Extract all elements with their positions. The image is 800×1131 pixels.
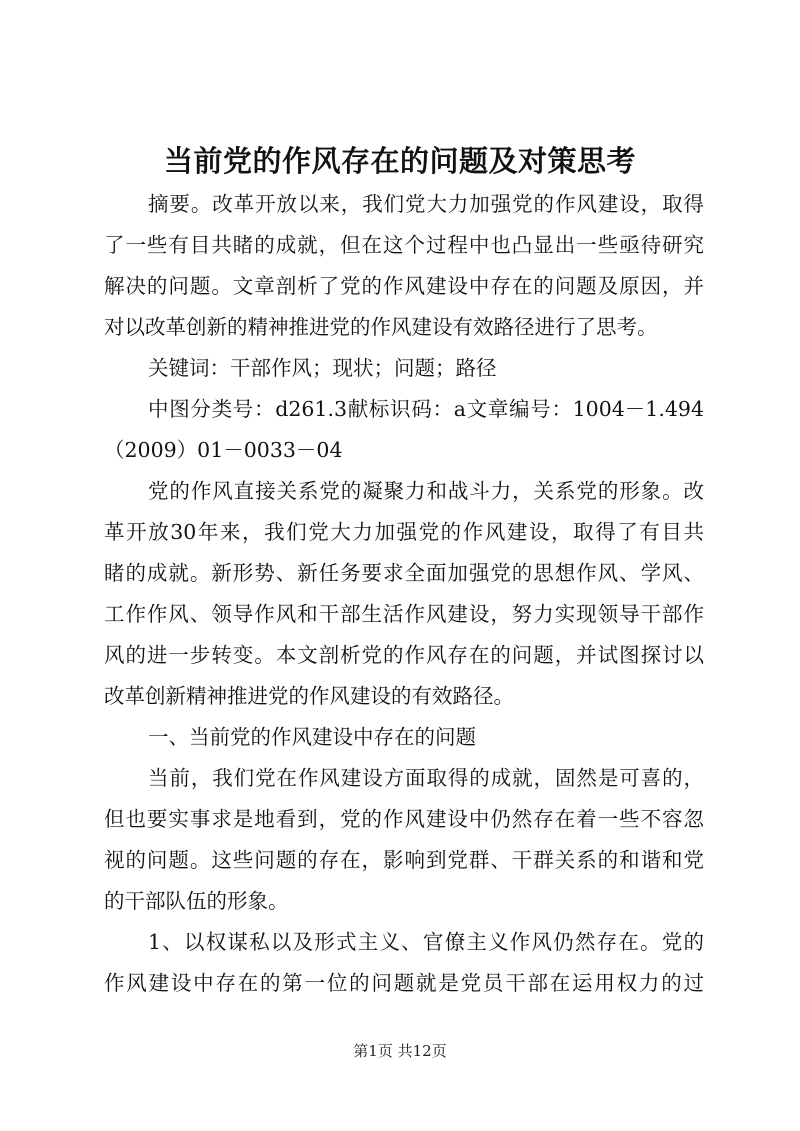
abstract-line-4: 对以改革创新的精神推进党的作风建设有效路径进行了思考。 xyxy=(104,315,658,339)
abstract-line-1: 摘要。改革开放以来，我们党大力加强党的作风建设，取得 xyxy=(148,192,704,216)
section-paragraph-line-4: 的干部队伍的形象。 xyxy=(104,889,289,913)
section-heading: 一、当前党的作风建设中存在的问题 xyxy=(148,725,476,749)
intro-line-2: 革开放30年来，我们党大力加强党的作风建设，取得了有目共 xyxy=(104,520,704,544)
point-1-line-2: 作风建设中存在的第一位的问题就是党员干部在运用权力的过 xyxy=(104,971,704,995)
intro-line-4: 工作作风、领导作风和干部生活作风建设，努力实现领导干部作 xyxy=(104,602,704,626)
section-paragraph-line-1: 当前，我们党在作风建设方面取得的成就，固然是可喜的， xyxy=(148,766,704,790)
intro-line-3: 睹的成就。新形势、新任务要求全面加强党的思想作风、学风、 xyxy=(104,561,704,585)
keywords-line: 关键词：干部作风；现状；问题；路径 xyxy=(148,356,497,380)
classification-line-1: 中图分类号：d261.3献标识码：a文章编号：1004－1.494 xyxy=(148,397,704,421)
document-title: 当前党的作风存在的问题及对策思考 xyxy=(163,144,636,178)
section-paragraph-line-2: 但也要实事求是地看到，党的作风建设中仍然存在着一些不容忽 xyxy=(104,807,704,831)
document-body xyxy=(104,184,704,1004)
intro-line-5: 风的进一步转变。本文剖析党的作风存在的问题，并试图探讨以 xyxy=(104,643,704,667)
section-paragraph-line-3: 视的问题。这些问题的存在，影响到党群、干群关系的和谐和党 xyxy=(104,848,704,872)
classification-line-2: （2009）01－0033－04 xyxy=(104,438,343,462)
page-footer: 第1页 共12页 xyxy=(353,1042,447,1060)
abstract-line-2: 了一些有目共睹的成就，但在这个过程中也凸显出一些亟待研究 xyxy=(104,233,704,257)
intro-line-1: 党的作风直接关系党的凝聚力和战斗力，关系党的形象。改 xyxy=(148,479,704,503)
intro-line-6: 改革创新精神推进党的作风建设的有效路径。 xyxy=(104,684,514,708)
point-1-line-1: 1、以权谋私以及形式主义、官僚主义作风仍然存在。党的 xyxy=(148,930,704,954)
abstract-line-3: 解决的问题。文章剖析了党的作风建设中存在的问题及原因，并 xyxy=(104,274,704,298)
